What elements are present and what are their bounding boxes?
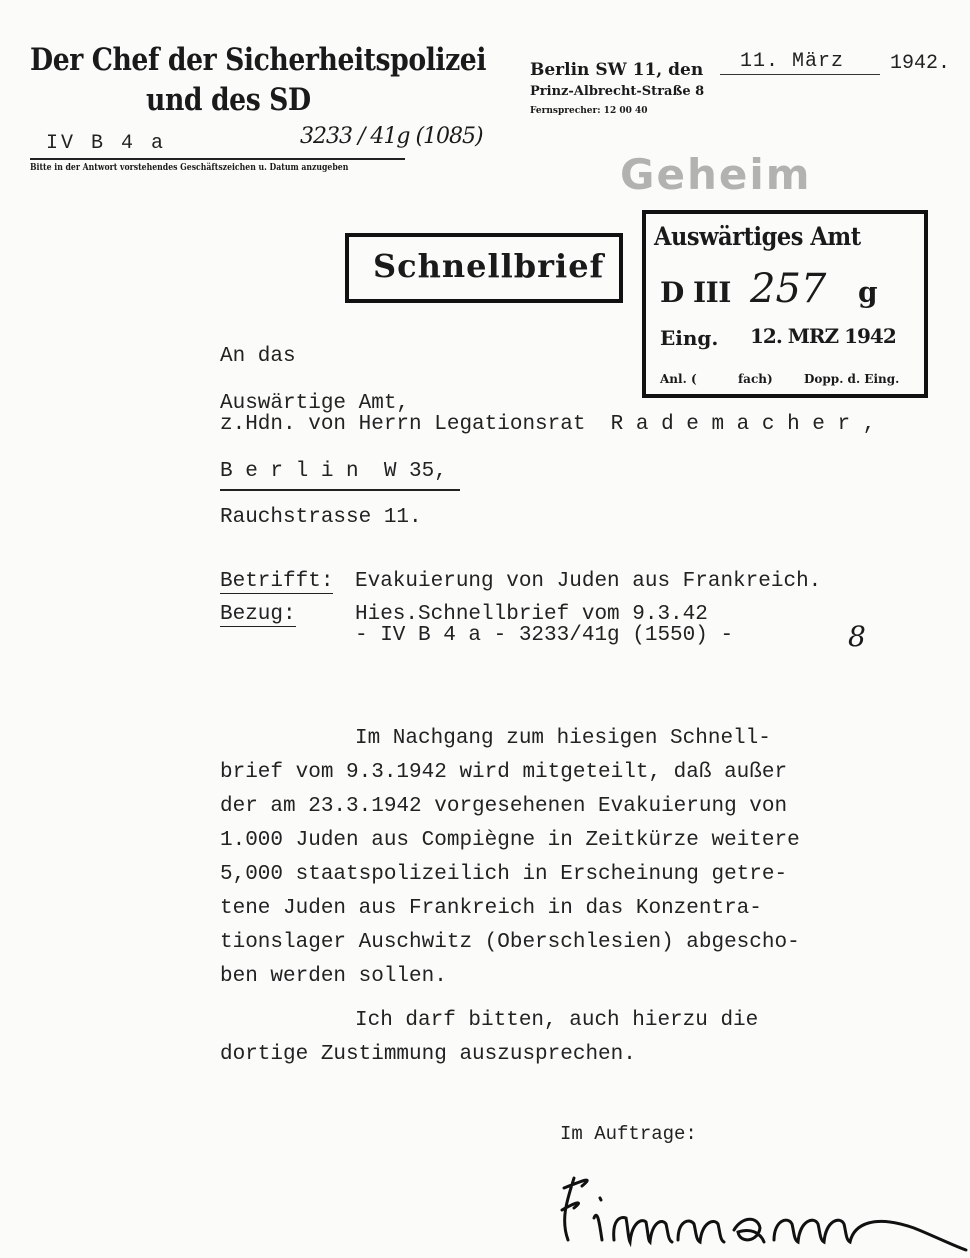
bezug-line2: - IV B 4 a - 3233/41g (1550) - xyxy=(355,624,734,647)
aa-stamp-footer-mid: fach) xyxy=(738,372,773,386)
year: 1942. xyxy=(890,52,951,75)
reference-handwritten: 3233 / 41g (1085) xyxy=(300,124,483,149)
aa-stamp-dept: D III xyxy=(660,276,731,309)
street: Prinz-Albrecht-Straße 8 xyxy=(530,84,705,99)
body-p2-line2: dortige Zustimmung auszusprechen. xyxy=(220,1043,636,1066)
body-p1-line1: Im Nachgang zum hiesigen Schnell- xyxy=(355,727,771,750)
signature xyxy=(535,1140,955,1235)
betrifft-text: Evakuierung von Juden aus Frankreich. xyxy=(355,570,822,593)
body-p1-line4: 1.000 Juden aus Compiègne in Zeitkürze weitere xyxy=(220,829,800,852)
phone: Fernsprecher: 12 00 40 xyxy=(530,106,648,116)
aa-stamp-footer-right: Dopp. d. Eing. xyxy=(804,372,900,386)
date-line xyxy=(720,74,880,75)
body-p1-line7: tionslager Auschwitz (Oberschlesien) abgescho- xyxy=(220,931,800,954)
im-auftrage: Im Auftrage: xyxy=(560,1123,697,1145)
reference-printed: IV B 4 a xyxy=(46,132,167,155)
date-filled: 11. März xyxy=(740,50,845,73)
schnellbrief-label: Schnellbrief xyxy=(373,247,605,285)
address-line-street: Rauchstrasse 11. xyxy=(220,506,422,529)
aa-stamp-received-date: 12. MRZ 1942 xyxy=(750,324,896,348)
bezug-label: Bezug: xyxy=(220,603,296,626)
place: Berlin SW 11, den xyxy=(530,60,704,80)
body-p2-line1: Ich darf bitten, auch hierzu die xyxy=(355,1009,759,1032)
body-p1-line8: ben werden sollen. xyxy=(220,965,447,988)
aa-stamp-title: Auswärtiges Amt xyxy=(654,222,861,251)
address-line-city: B e r l i n W 35, xyxy=(220,460,460,491)
address-line-recipient: Auswärtige Amt, xyxy=(220,392,410,415)
address-line-attention: z.Hdn. von Herrn Legationsrat R a d e m a c h e r , xyxy=(220,413,876,436)
body-p1-line2: brief vom 9.3.1942 wird mitgeteilt, daß außer xyxy=(220,761,788,784)
address-line-an-das: An das xyxy=(220,345,296,368)
aa-stamp-received-label: Eing. xyxy=(660,326,719,350)
letterhead-org-line2: und des SD xyxy=(146,82,311,118)
letterhead-org-line1: Der Chef der Sicherheitspolizei xyxy=(30,42,487,78)
bezug-handwritten-number: 8 xyxy=(848,620,866,653)
body-p1-line6: tene Juden aus Frankreich in das Konzentra- xyxy=(220,897,762,920)
aa-stamp-suffix: g xyxy=(858,276,878,309)
body-p1-line3: der am 23.3.1942 vorgesehenen Evakuierung von xyxy=(220,795,788,818)
auswaertiges-amt-stamp xyxy=(642,210,928,398)
bezug-line1: Hies.Schnellbrief vom 9.3.42 xyxy=(355,603,708,626)
betrifft-label: Betrifft: xyxy=(220,570,334,593)
geheim-stamp: Geheim xyxy=(620,150,812,199)
reference-line xyxy=(30,158,405,160)
reference-note: Bitte in der Antwort vorstehendes Geschäftszeichen u. Datum anzugeben xyxy=(30,163,349,173)
aa-stamp-footer-left: Anl. ( xyxy=(660,372,697,386)
body-p1-line5: 5,000 staatspolizeilich in Erscheinung getre- xyxy=(220,863,788,886)
schnellbrief-stamp xyxy=(345,233,623,303)
aa-stamp-number: 257 xyxy=(750,266,827,312)
